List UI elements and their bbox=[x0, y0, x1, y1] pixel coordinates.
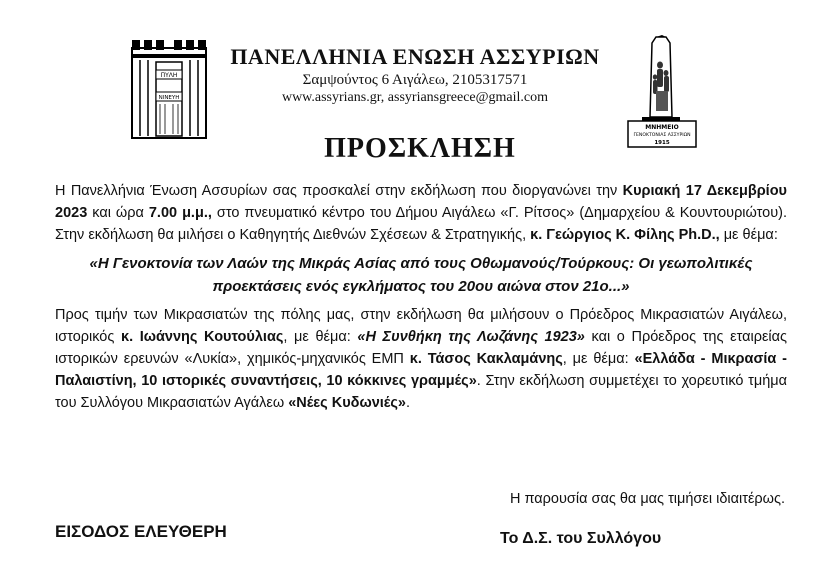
event-time: 7.00 μ.μ., bbox=[148, 205, 212, 221]
invitation-body bbox=[55, 180, 787, 414]
intro-text-1: Η Πανελλήνια Ένωση Ασσυρίων σας προσκαλεί στην εκδήλωση που διοργανώνει την bbox=[55, 183, 623, 199]
speakers-text-5: . Στην εκδήλωση συμμετέχει το χορευτικό τμήμα του Συλλόγου Μικρασιατών Αγάλεω bbox=[55, 373, 787, 411]
gate-logo bbox=[130, 40, 208, 140]
free-entry-label: ΕΙΣΟΔΟΣ ΕΛΕΥΘΕΡΗ bbox=[55, 522, 227, 541]
organization-address: Σαμψούντος 6 Αιγάλεω, 2105317571 bbox=[302, 72, 528, 88]
monument-label-3: 1915 bbox=[654, 140, 670, 146]
topic-lausanne: «Η Συνθήκη της Λωζάνης 1923» bbox=[357, 329, 585, 345]
paragraph-intro bbox=[55, 180, 787, 246]
intro-text-3: στο πνευματικό κέντρο του Δήμου Αιγάλεω «Γ. Ρίτσος» (Δημαρχείου & Κουντουριώτου). Στην εκδήλωση θα μιλήσει ο Καθηγητής Διεθνών Σχέσεων & Στρατηγικής, bbox=[55, 205, 788, 243]
main-speaker: κ. Γεώργιος Κ. Φίλης Ph.D., bbox=[530, 227, 720, 243]
gate-label-1: ΠΥΛΗ bbox=[160, 72, 178, 79]
intro-text-4: με θέμα: bbox=[719, 227, 778, 243]
closing-line: Η παρουσία σας θα μας τιμήσει ιδιαιτέρως. bbox=[509, 491, 785, 507]
organization-name: ΠΑΝΕΛΛΗΝΙΑ ΕΝΩΣΗ ΑΣΣΥΡΙΩΝ bbox=[230, 44, 600, 69]
monument-label-1: ΜΝΗΜΕΙΟ bbox=[645, 124, 679, 131]
speakers-text-3: και ο Πρόεδρος της εταιρείας ιστορικών ερευνών «Λυκία», χημικός-μηχανικός ΕΜΠ bbox=[55, 329, 788, 367]
intro-text-2: και ώρα bbox=[87, 205, 149, 221]
topic-greece-asia-minor-palestine: «Ελλάδα - Μικρασία - Παλαιστίνη, 10 ιστορικές συναντήσεις, 10 κόκκινες γραμμές» bbox=[55, 351, 787, 389]
paragraph-speakers bbox=[55, 304, 787, 414]
speakers-text-4: , με θέμα: bbox=[562, 351, 635, 367]
speaker-koutoulias: κ. Ιωάννης Κουτούλιας bbox=[120, 329, 284, 345]
invitation-title: ΠΡΟΣΚΛΗΣΗ bbox=[324, 133, 516, 164]
speakers-text-6: . bbox=[405, 395, 410, 411]
organization-header bbox=[220, 44, 610, 106]
speakers-text-2: , με θέμα: bbox=[283, 329, 358, 345]
event-date: Κυριακή 17 Δεκεμβρίου 2023 bbox=[55, 183, 787, 221]
speaker-kaklamanis: κ. Τάσος Κακλαμάνης bbox=[409, 351, 563, 367]
board-signature: Το Δ.Σ. του Συλλόγου bbox=[500, 530, 662, 547]
organization-web: www.assyrians.gr, assyriansgreece@gmail.com bbox=[281, 90, 549, 105]
dance-group-name: «Νέες Κυδωνιές» bbox=[288, 395, 406, 411]
gate-label-2: ΝΙΝΕΥΗ bbox=[158, 95, 180, 101]
monument-label-2: ΓΕΝΟΚΤΟΝΙΑΣ ΑΣΣΥΡΙΩΝ bbox=[633, 133, 691, 138]
main-topic-quote: «Η Γενοκτονία των Λαών της Μικράς Ασίας από τους Οθωμανούς/Τούρκους: Οι γεωπολιτικές προεκτάσεις ενός εγκλήματος του 20ου αιώνα στον 21ο...» bbox=[89, 255, 753, 295]
speakers-text-1: Προς τιμήν των Μικρασιατών της πόλης μας, στην εκδήλωση θα μιλήσουν ο Πρόεδρος Μικρασιατών Αιγάλεω, ιστορικός bbox=[55, 307, 787, 345]
